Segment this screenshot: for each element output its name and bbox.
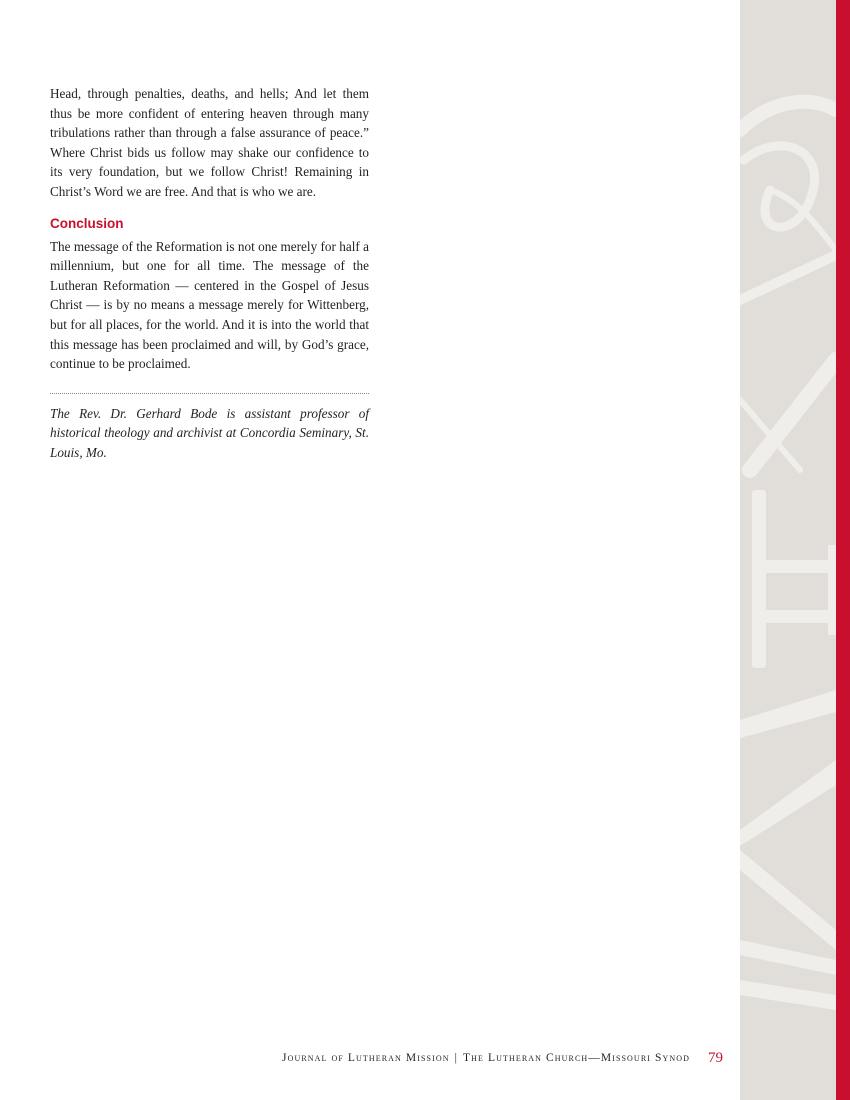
author-bio: The Rev. Dr. Gerhard Bode is assistant professor of historical theology and archivist at Concordia Seminary, St. Louis, Mo. [50,405,369,460]
body-paragraph-2: The message of the Reformation is not one merely for half a millennium, but one for all time. The message of the Lutheran Reformation — centered in the Gospel of Jesus Christ — is by no means a message merely for Wittenberg, but for all places, for the world. And it is into the world that this message has been proclaimed and will, by God’s grace, continue to be proclaimed. [50,238,369,372]
footer-journal-title: Journal of Lutheran Mission [282,1052,450,1064]
footer-organization: The Lutheran Church—Missouri Synod [463,1052,690,1064]
dotted-divider [50,393,369,394]
footer-separator: | [454,1052,459,1064]
article-column [50,84,369,463]
page-number: 79 [708,1050,723,1066]
body-paragraph-1: Head, through penalties, deaths, and hells; And let them thus be more confident of entering heaven through many tribulations rather than through a false assurance of peace.” Where Christ bids us follow may shake our confidence to its very foundation, but we follow Christ! Remaining in Christ’s Word we are free. And that is who we are. [50,86,369,199]
red-edge-bar [836,0,850,1100]
lcms-watermark-icon [740,0,836,1100]
section-heading-conclusion: Conclusion [50,215,124,231]
side-band [740,0,836,1100]
running-footer [282,1052,690,1064]
